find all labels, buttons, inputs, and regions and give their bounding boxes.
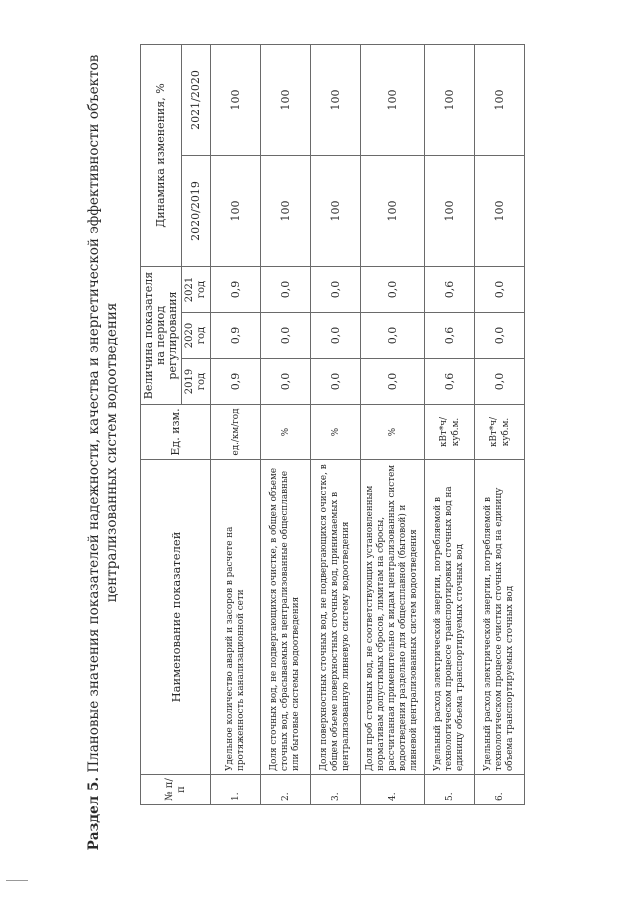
table-row bbox=[311, 44, 361, 804]
row-num: 5. bbox=[425, 775, 475, 805]
row-value-2019: 0,0 bbox=[311, 359, 361, 405]
row-name: Доля сточных вод, не подвергающихся очистке, в общем объеме сточных вод, сбрасываемых в централизованные общесплавные или бытовые системы водоотведения bbox=[261, 460, 311, 775]
row-num: 4. bbox=[361, 775, 425, 805]
row-dyn-2020-2019: 100 bbox=[475, 155, 525, 266]
row-value-2019: 0,6 bbox=[425, 359, 475, 405]
row-unit: ед./км/год bbox=[211, 405, 261, 460]
row-unit: кВт*ч/куб.м. bbox=[475, 405, 525, 460]
header-year-2019: 2019 год bbox=[182, 359, 211, 405]
row-dyn-2021-2020: 100 bbox=[261, 44, 311, 155]
row-value-2020: 0,0 bbox=[475, 313, 525, 359]
header-dyn-2021-2020: 2021/2020 bbox=[182, 44, 211, 155]
row-name: Удельное количество аварий и засоров в расчете на протяженность канализационной сети bbox=[211, 460, 261, 775]
row-dyn-2020-2019: 100 bbox=[425, 155, 475, 266]
row-value-2019: 0,0 bbox=[361, 359, 425, 405]
title-text: Плановые значения показателей надежности, качества и энергетической эффективности объектов bbox=[86, 54, 102, 773]
row-num: 2. bbox=[261, 775, 311, 805]
row-name: Доля проб сточных вод, не соответствующих установленным нормативам допустимых сбросов, лимитам на сбросы, рассчитанная применительно к видам централизованных систем водоотведения раздельно для общесплавной (бытовой) и ливневой централизованных систем водоотведения bbox=[361, 460, 425, 775]
row-value-2021: 0,9 bbox=[211, 266, 261, 312]
row-value-2020: 0,0 bbox=[311, 313, 361, 359]
row-value-2021: 0,6 bbox=[425, 266, 475, 312]
row-dyn-2020-2019: 100 bbox=[261, 155, 311, 266]
table-row bbox=[211, 44, 261, 804]
row-value-2019: 0,9 bbox=[211, 359, 261, 405]
row-num: 6. bbox=[475, 775, 525, 805]
table-row bbox=[261, 44, 311, 804]
row-value-2020: 0,9 bbox=[211, 313, 261, 359]
row-value-2020: 0,0 bbox=[261, 313, 311, 359]
row-name: Удельный расход электрической энергии, потребляемой в технологическом процессе транспортировки сточных вод на единицу объема транспортируемых сточных вод bbox=[425, 460, 475, 775]
row-dyn-2020-2019: 100 bbox=[361, 155, 425, 266]
row-value-2021: 0,0 bbox=[361, 266, 425, 312]
row-value-2021: 0,0 bbox=[475, 266, 525, 312]
row-unit: % bbox=[261, 405, 311, 460]
row-unit: кВт*ч/куб.м. bbox=[425, 405, 475, 460]
row-value-2019: 0,0 bbox=[475, 359, 525, 405]
header-values-group: Величина показателя на период регулирования bbox=[141, 266, 182, 404]
header-row-1 bbox=[141, 44, 182, 804]
table-row bbox=[425, 44, 475, 804]
row-value-2021: 0,0 bbox=[261, 266, 311, 312]
row-value-2020: 0,6 bbox=[425, 313, 475, 359]
row-dyn-2021-2020: 100 bbox=[361, 44, 425, 155]
table-row bbox=[475, 44, 525, 804]
section-title bbox=[85, 0, 121, 905]
title-line-1 bbox=[85, 0, 103, 905]
row-dyn-2021-2020: 100 bbox=[425, 44, 475, 155]
row-value-2020: 0,0 bbox=[361, 313, 425, 359]
row-name: Удельный расход электрической энергии, потребляемой в технологическом процессе очистки сточных вод на единицу объема транспортируемых сточных вод bbox=[475, 460, 525, 775]
header-dynamics-group: Динамика изменения, % bbox=[141, 44, 182, 266]
row-dyn-2020-2019: 100 bbox=[211, 155, 261, 266]
table-row bbox=[361, 44, 425, 804]
row-num: 3. bbox=[311, 775, 361, 805]
header-year-2020: 2020 год bbox=[182, 313, 211, 359]
row-num: 1. bbox=[211, 775, 261, 805]
indicators-table bbox=[140, 44, 525, 805]
header-unit: Ед. изм. bbox=[141, 405, 211, 460]
row-dyn-2021-2020: 100 bbox=[311, 44, 361, 155]
row-value-2021: 0,0 bbox=[311, 266, 361, 312]
row-dyn-2021-2020: 100 bbox=[211, 44, 261, 155]
row-dyn-2021-2020: 100 bbox=[475, 44, 525, 155]
row-unit: % bbox=[361, 405, 425, 460]
title-lead: Раздел 5. bbox=[86, 776, 102, 851]
header-num: № п/п bbox=[141, 775, 211, 805]
row-dyn-2020-2019: 100 bbox=[311, 155, 361, 266]
row-unit: % bbox=[311, 405, 361, 460]
header-dyn-2020-2019: 2020/2019 bbox=[182, 155, 211, 266]
scan-edge-mark bbox=[6, 880, 28, 881]
row-value-2019: 0,0 bbox=[261, 359, 311, 405]
title-line-2: централизованных систем водоотведения bbox=[104, 302, 120, 603]
header-year-2021: 2021 год bbox=[182, 266, 211, 312]
row-name: Доля поверхностных сточных вод, не подвергающихся очистке, в общем объеме поверхностных сточных вод, принимаемых в централизованную ливневую систему водоотведения bbox=[311, 460, 361, 775]
header-name: Наименование показателей bbox=[141, 460, 211, 775]
